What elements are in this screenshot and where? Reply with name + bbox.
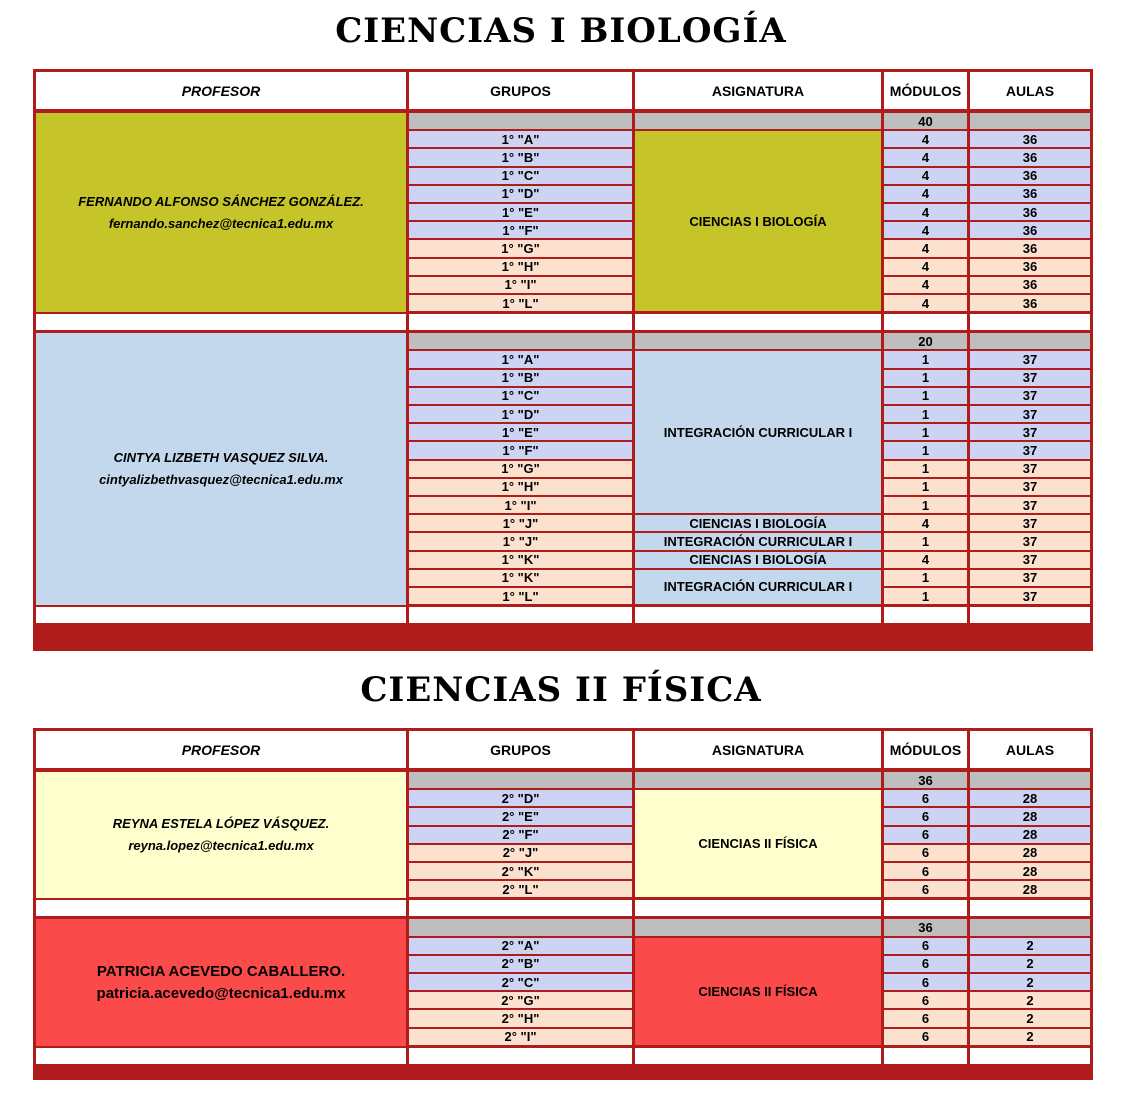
modules-cell: 1	[884, 388, 967, 404]
total-row-groups	[409, 113, 632, 129]
total-modules: 36	[884, 772, 967, 788]
blank-row-cell	[970, 900, 1090, 916]
blank-row-cell	[36, 1048, 406, 1064]
schedule-table-biologia	[33, 69, 1093, 651]
modules-cell: 1	[884, 479, 967, 495]
room-cell: 36	[970, 131, 1090, 147]
blank-row-cell	[36, 900, 406, 916]
group-cell: 1° "K"	[409, 552, 632, 568]
subject-cell: CIENCIAS II FÍSICA	[635, 938, 881, 1045]
group-cell: 1° "H"	[409, 479, 632, 495]
subject-cell: CIENCIAS I BIOLOGÍA	[635, 515, 881, 531]
modules-cell: 4	[884, 240, 967, 256]
group-cell: 1° "E"	[409, 424, 632, 440]
room-cell: 2	[970, 1029, 1090, 1045]
section-title-fisica: CIENCIAS II FÍSICA	[360, 670, 762, 710]
group-cell: 1° "D"	[409, 406, 632, 422]
room-cell: 37	[970, 370, 1090, 386]
modules-cell: 1	[884, 533, 967, 549]
modules-cell: 1	[884, 461, 967, 477]
room-cell: 36	[970, 149, 1090, 165]
modules-cell: 6	[884, 845, 967, 861]
blank-row-cell	[409, 607, 632, 623]
modules-cell: 1	[884, 570, 967, 586]
modules-cell: 6	[884, 808, 967, 824]
room-cell: 36	[970, 295, 1090, 311]
subject-cell: INTEGRACIÓN CURRICULAR I	[635, 533, 881, 549]
header-grupos: GRUPOS	[409, 731, 632, 768]
modules-cell: 4	[884, 552, 967, 568]
room-cell: 37	[970, 351, 1090, 367]
room-cell: 2	[970, 974, 1090, 990]
group-cell: 2° "E"	[409, 808, 632, 824]
room-cell: 28	[970, 881, 1090, 897]
group-cell: 1° "B"	[409, 370, 632, 386]
group-cell: 1° "I"	[409, 497, 632, 513]
modules-cell: 1	[884, 351, 967, 367]
modules-cell: 4	[884, 131, 967, 147]
blank-row-cell	[884, 607, 967, 623]
group-cell: 1° "G"	[409, 240, 632, 256]
modules-cell: 1	[884, 370, 967, 386]
total-row-subject	[635, 772, 881, 788]
room-cell: 36	[970, 222, 1090, 238]
room-cell: 36	[970, 259, 1090, 275]
room-cell: 37	[970, 388, 1090, 404]
total-row-groups	[409, 772, 632, 788]
modules-cell: 4	[884, 168, 967, 184]
total-modules: 36	[884, 919, 967, 935]
modules-cell: 1	[884, 588, 967, 604]
group-cell: 1° "J"	[409, 515, 632, 531]
total-modules: 20	[884, 333, 967, 349]
group-cell: 1° "K"	[409, 570, 632, 586]
group-cell: 1° "F"	[409, 222, 632, 238]
room-cell: 37	[970, 552, 1090, 568]
room-cell: 2	[970, 956, 1090, 972]
group-cell: 2° "L"	[409, 881, 632, 897]
modules-cell: 6	[884, 1010, 967, 1026]
group-cell: 1° "C"	[409, 168, 632, 184]
room-cell: 37	[970, 461, 1090, 477]
total-row-groups	[409, 919, 632, 935]
group-cell: 1° "A"	[409, 351, 632, 367]
header-aulas: AULAS	[970, 731, 1090, 768]
blank-row-cell	[970, 1048, 1090, 1064]
room-cell: 2	[970, 992, 1090, 1008]
subject-cell: CIENCIAS I BIOLOGÍA	[635, 552, 881, 568]
modules-cell: 4	[884, 204, 967, 220]
group-cell: 2° "G"	[409, 992, 632, 1008]
total-row-rooms	[970, 919, 1090, 935]
total-row-rooms	[970, 113, 1090, 129]
modules-cell: 6	[884, 881, 967, 897]
group-cell: 2° "J"	[409, 845, 632, 861]
group-cell: 2° "B"	[409, 956, 632, 972]
modules-cell: 6	[884, 974, 967, 990]
room-cell: 36	[970, 240, 1090, 256]
header-aulas: AULAS	[970, 72, 1090, 109]
room-cell: 37	[970, 442, 1090, 458]
blank-row-cell	[635, 607, 881, 623]
group-cell: 1° "I"	[409, 277, 632, 293]
group-cell: 2° "C"	[409, 974, 632, 990]
header-asignatura: ASIGNATURA	[635, 731, 881, 768]
teacher-email: patricia.acevedo@tecnica1.edu.mx	[96, 984, 346, 1002]
group-cell: 2° "I"	[409, 1029, 632, 1045]
group-cell: 2° "H"	[409, 1010, 632, 1026]
modules-cell: 4	[884, 186, 967, 202]
room-cell: 37	[970, 406, 1090, 422]
blank-row-cell	[884, 900, 967, 916]
teacher-name: CINTYA LIZBETH VASQUEZ SILVA.	[113, 450, 329, 466]
modules-cell: 6	[884, 992, 967, 1008]
header-modulos: MÓDULOS	[884, 731, 967, 768]
total-row-rooms	[970, 772, 1090, 788]
modules-cell: 6	[884, 956, 967, 972]
group-cell: 1° "E"	[409, 204, 632, 220]
total-row-subject	[635, 919, 881, 935]
modules-cell: 4	[884, 259, 967, 275]
group-cell: 1° "B"	[409, 149, 632, 165]
group-cell: 1° "D"	[409, 186, 632, 202]
modules-cell: 6	[884, 1029, 967, 1045]
room-cell: 28	[970, 827, 1090, 843]
room-cell: 37	[970, 497, 1090, 513]
room-cell: 36	[970, 186, 1090, 202]
modules-cell: 6	[884, 938, 967, 954]
total-row-rooms	[970, 333, 1090, 349]
room-cell: 28	[970, 845, 1090, 861]
room-cell: 37	[970, 515, 1090, 531]
modules-cell: 1	[884, 497, 967, 513]
group-cell: 2° "D"	[409, 790, 632, 806]
header-grupos: GRUPOS	[409, 72, 632, 109]
room-cell: 28	[970, 863, 1090, 879]
group-cell: 1° "A"	[409, 131, 632, 147]
subject-cell: INTEGRACIÓN CURRICULAR I	[635, 570, 881, 604]
subject-cell: INTEGRACIÓN CURRICULAR I	[635, 351, 881, 513]
room-cell: 2	[970, 1010, 1090, 1026]
teacher-name: REYNA ESTELA LÓPEZ VÁSQUEZ.	[112, 816, 330, 832]
teacher-cell	[36, 919, 406, 1045]
group-cell: 1° "C"	[409, 388, 632, 404]
section-title-biologia: CIENCIAS I BIOLOGÍA	[335, 11, 787, 51]
blank-row-cell	[635, 900, 881, 916]
blank-row-cell	[409, 900, 632, 916]
room-cell: 28	[970, 808, 1090, 824]
group-cell: 2° "A"	[409, 938, 632, 954]
group-cell: 1° "F"	[409, 442, 632, 458]
modules-cell: 1	[884, 406, 967, 422]
total-row-subject	[635, 333, 881, 349]
group-cell: 1° "H"	[409, 259, 632, 275]
modules-cell: 4	[884, 295, 967, 311]
room-cell: 37	[970, 588, 1090, 604]
blank-row-cell	[36, 314, 406, 330]
blank-row-cell	[884, 314, 967, 330]
subject-cell: CIENCIAS I BIOLOGÍA	[635, 131, 881, 311]
teacher-name: PATRICIA ACEVEDO CABALLERO.	[96, 962, 346, 980]
group-cell: 2° "F"	[409, 827, 632, 843]
modules-cell: 6	[884, 863, 967, 879]
group-cell: 1° "J"	[409, 533, 632, 549]
modules-cell: 4	[884, 222, 967, 238]
blank-row-cell	[970, 314, 1090, 330]
modules-cell: 6	[884, 790, 967, 806]
teacher-cell	[36, 113, 406, 312]
modules-cell: 4	[884, 149, 967, 165]
header-modulos: MÓDULOS	[884, 72, 967, 109]
room-cell: 36	[970, 277, 1090, 293]
total-modules: 40	[884, 113, 967, 129]
room-cell: 36	[970, 168, 1090, 184]
schedule-table-fisica	[33, 728, 1093, 1080]
room-cell: 37	[970, 424, 1090, 440]
total-row-groups	[409, 333, 632, 349]
blank-row-cell	[635, 314, 881, 330]
modules-cell: 4	[884, 515, 967, 531]
room-cell: 2	[970, 938, 1090, 954]
group-cell: 1° "L"	[409, 295, 632, 311]
modules-cell: 6	[884, 827, 967, 843]
blank-row-cell	[635, 1048, 881, 1064]
modules-cell: 1	[884, 442, 967, 458]
teacher-cell	[36, 333, 406, 605]
blank-row-cell	[970, 607, 1090, 623]
room-cell: 37	[970, 479, 1090, 495]
group-cell: 2° "K"	[409, 863, 632, 879]
teacher-email: fernando.sanchez@tecnica1.edu.mx	[108, 215, 334, 231]
room-cell: 36	[970, 204, 1090, 220]
room-cell: 37	[970, 533, 1090, 549]
group-cell: 1° "G"	[409, 461, 632, 477]
subject-cell: CIENCIAS II FÍSICA	[635, 790, 881, 897]
header-asignatura: ASIGNATURA	[635, 72, 881, 109]
blank-row-cell	[36, 607, 406, 623]
blank-row-cell	[409, 314, 632, 330]
room-cell: 28	[970, 790, 1090, 806]
modules-cell: 4	[884, 277, 967, 293]
header-profesor: PROFESOR	[36, 72, 406, 109]
teacher-email: cintyalizbethvasquez@tecnica1.edu.mx	[99, 472, 343, 488]
modules-cell: 1	[884, 424, 967, 440]
blank-row-cell	[409, 1048, 632, 1064]
header-profesor: PROFESOR	[36, 731, 406, 768]
teacher-name: FERNANDO ALFONSO SÁNCHEZ GONZÁLEZ.	[78, 193, 364, 209]
room-cell: 37	[970, 570, 1090, 586]
total-row-subject	[635, 113, 881, 129]
group-cell: 1° "L"	[409, 588, 632, 604]
teacher-cell	[36, 772, 406, 898]
teacher-email: reyna.lopez@tecnica1.edu.mx	[128, 838, 314, 854]
blank-row-cell	[884, 1048, 967, 1064]
